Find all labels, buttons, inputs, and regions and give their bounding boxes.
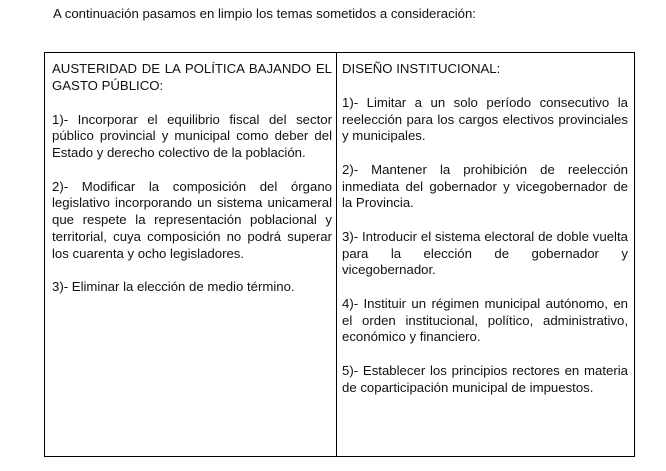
column-heading-austeridad: AUSTERIDAD DE LA POLÍTICA BAJANDO EL GASTO PÚBLICO: [52,61,332,93]
intro-text: A continuación pasamos en limpio los temas sometidos a consideración: [53,6,476,21]
list-item: 3)- Eliminar la elección de medio término. [52,279,295,295]
list-item: 3)- Introducir el sistema electoral de doble vuelta para la elección de gobernador y vicegobernador. [342,228,628,278]
list-item: 4)- Instituir un régimen municipal autónomo, en el orden institucional, político, administrativo, económico y financiero. [342,295,628,345]
list-item: 5)- Establecer los principios rectores en materia de coparticipación municipal de impuestos. [342,362,628,395]
column-diseno-institucional [337,53,634,456]
column-austeridad [45,53,337,456]
list-item: 2)- Mantener la prohibición de reelección inmediata del gobernador y vicegobernador de la Provincia. [342,161,628,211]
topics-table [44,52,635,457]
column-heading-diseno: DISEÑO INSTITUCIONAL: [342,61,501,76]
list-item: 1)- Incorporar el equilibrio fiscal del sector público provincial y municipal como deber del Estado y derecho colectivo de la población. [52,111,332,161]
list-item: 1)- Limitar a un solo período consecutivo la reelección para los cargos electivos provinciales y municipales. [342,94,628,144]
list-item: 2)- Modificar la composición del órgano legislativo incorporando un sistema unicameral que respete la representación poblacional y territorial, cuya composición no podrá superar los cuarenta y ocho legisladores. [52,178,332,261]
